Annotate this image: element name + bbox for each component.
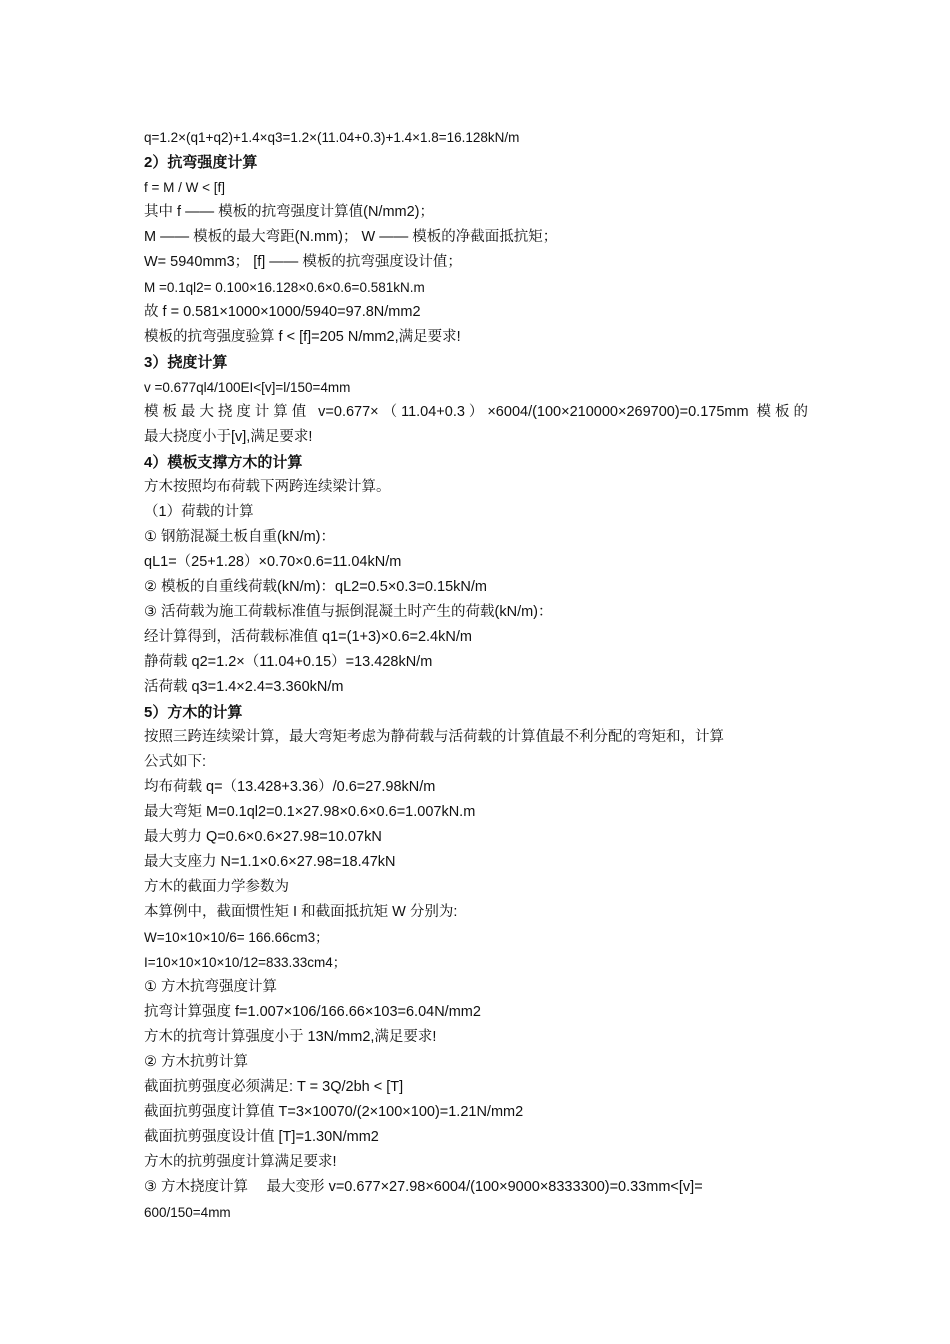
text-line: 截面抗剪强度计算值 T=3×10070/(2×100×100)=1.21N/mm2: [144, 1104, 524, 1120]
text-line: （1）荷载的计算: [144, 504, 254, 520]
text-line: 方木的截面力学参数为: [144, 879, 289, 895]
text-line: 活荷载 q3=1.4×2.4=3.360kN/m: [144, 679, 344, 695]
section-heading: 4）模板支撑方木的计算: [144, 454, 303, 471]
text-line: ② 模板的自重线荷载(kN/m)：qL2=0.5×0.3=0.15kN/m: [144, 579, 487, 595]
text-line: v =0.677ql4/100EI<[v]=l/150=4mm: [144, 380, 351, 395]
text-line: I=10×10×10×10/12=833.33cm4；: [144, 955, 347, 970]
text-line: 经计算得到，活荷载标准值 q1=(1+3)×0.6=2.4kN/m: [144, 629, 472, 645]
text-line: 本算例中，截面惯性矩 I 和截面抵抗矩 W 分别为:: [144, 904, 458, 920]
text-line: ① 方木抗弯强度计算: [144, 979, 278, 995]
text-line: 其中 f —— 模板的抗弯强度计算值(N/mm2)；: [144, 204, 434, 220]
text-line: 截面抗剪强度设计值 [T]=1.30N/mm2: [144, 1129, 379, 1145]
text-line: ③ 方木挠度计算 最大变形 v=0.677×27.98×6004/(100×9000×8333300)=0.33mm<[v]=: [144, 1179, 703, 1195]
text-line: 600/150=4mm: [144, 1205, 231, 1220]
text-line: 静荷载 q2=1.2×（11.04+0.15）=13.428kN/m: [144, 654, 433, 670]
text-line: 方木按照均布荷载下两跨连续梁计算。: [144, 479, 391, 495]
document-body: [144, 125, 808, 1225]
text-line: 方木的抗弯计算强度小于 13N/mm2,满足要求!: [144, 1029, 437, 1045]
text-line: 按照三跨连续梁计算，最大弯矩考虑为静荷载与活荷载的计算值最不利分配的弯矩和，计算: [144, 729, 724, 745]
text-line: M =0.1ql2= 0.100×16.128×0.6×0.6=0.581kN.m: [144, 280, 425, 295]
text-line: 模板的抗弯强度验算 f < [f]=205 N/mm2,满足要求!: [144, 329, 461, 345]
text-line: 最大支座力 N=1.1×0.6×27.98=18.47kN: [144, 854, 396, 870]
section-heading: 3）挠度计算: [144, 354, 228, 371]
text-line: ③ 活荷载为施工荷载标准值与振倒混凝土时产生的荷载(kN/m)：: [144, 604, 553, 620]
text-line: 方木的抗剪强度计算满足要求!: [144, 1154, 337, 1170]
text-line: 故 f = 0.581×1000×1000/5940=97.8N/mm2: [144, 304, 421, 320]
text-line: M —— 模板的最大弯距(N.mm)； W —— 模板的净截面抵抗矩；: [144, 229, 558, 245]
text-line: 模板最大挠度计算值 v=0.677×（11.04+0.3）×6004/(100×210000×269700)=0.175mm 模板的: [144, 404, 808, 420]
text-line: f = M / W < [f]: [144, 180, 226, 195]
text-line: 均布荷载 q=（13.428+3.36）/0.6=27.98kN/m: [144, 779, 436, 795]
text-line: qL1=（25+1.28）×0.70×0.6=11.04kN/m: [144, 554, 402, 570]
text-line: 截面抗剪强度必须满足: T = 3Q/2bh < [T]: [144, 1079, 404, 1095]
text-line: W= 5940mm3； [f] —— 模板的抗弯强度设计值；: [144, 254, 462, 270]
section-heading: 2）抗弯强度计算: [144, 154, 258, 171]
text-line: 公式如下:: [144, 754, 207, 770]
text-line: ② 方木抗剪计算: [144, 1054, 249, 1070]
section-heading: 5）方木的计算: [144, 704, 243, 721]
text-line: 最大弯矩 M=0.1ql2=0.1×27.98×0.6×0.6=1.007kN.m: [144, 804, 476, 820]
text-line: W=10×10×10/6= 166.66cm3；: [144, 930, 329, 945]
text-line: 最大挠度小于[v],满足要求!: [144, 429, 313, 445]
text-line: 最大剪力 Q=0.6×0.6×27.98=10.07kN: [144, 829, 382, 845]
text-line: ① 钢筋混凝土板自重(kN/m)：: [144, 529, 336, 545]
text-line: 抗弯计算强度 f=1.007×106/166.66×103=6.04N/mm2: [144, 1004, 481, 1020]
text-line: q=1.2×(q1+q2)+1.4×q3=1.2×(11.04+0.3)+1.4×1.8=16.128kN/m: [144, 130, 520, 145]
